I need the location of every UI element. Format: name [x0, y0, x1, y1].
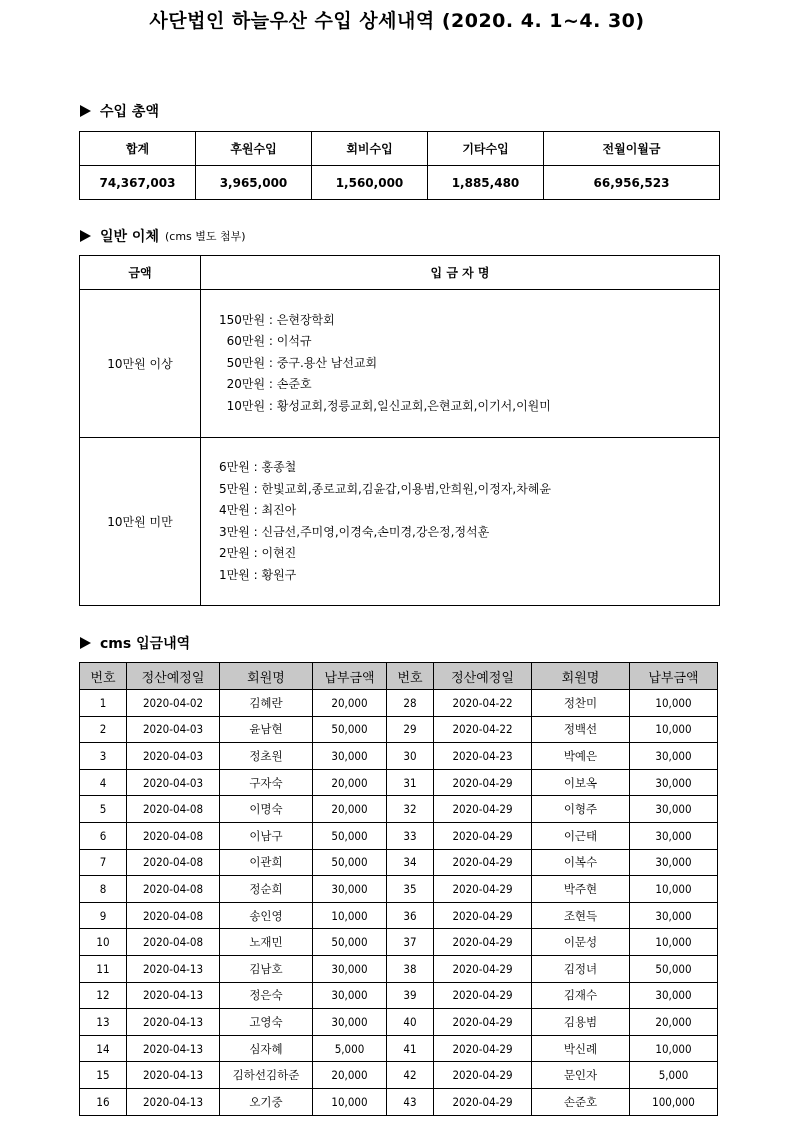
list-item: 4만원 : 최진아: [219, 503, 297, 517]
triangle-bullet-icon: [80, 105, 91, 117]
member-name: 조현득: [532, 902, 630, 929]
member-name: 이형주: [532, 796, 630, 823]
row-number: 42: [387, 1062, 434, 1089]
payment-amount: 10,000: [630, 1035, 718, 1062]
settlement-date: 2020-04-22: [434, 690, 532, 717]
payment-amount: 30,000: [313, 743, 387, 770]
table-row: [80, 929, 718, 956]
payment-amount: 30,000: [630, 849, 718, 876]
row-number: 6: [80, 822, 127, 849]
payment-amount: 30,000: [630, 769, 718, 796]
header-cell: 회원명: [532, 663, 630, 690]
settlement-date: 2020-04-13: [127, 982, 220, 1009]
row-number: 37: [387, 929, 434, 956]
member-name: 김재수: [532, 982, 630, 1009]
payment-amount: 10,000: [313, 902, 387, 929]
member-name: 이문성: [532, 929, 630, 956]
member-name: 고영숙: [220, 1009, 313, 1036]
member-name: 이보옥: [532, 769, 630, 796]
value-cell: 66,956,523: [544, 166, 720, 200]
settlement-date: 2020-04-29: [434, 955, 532, 982]
payment-amount: 30,000: [630, 822, 718, 849]
member-name: 구자숙: [220, 769, 313, 796]
payment-amount: 5,000: [313, 1035, 387, 1062]
member-name: 이근태: [532, 822, 630, 849]
list-item: 1만원 : 황원구: [219, 567, 297, 582]
row-number: 4: [80, 769, 127, 796]
member-name: 김정녀: [532, 955, 630, 982]
summary-header-row: [80, 132, 720, 166]
settlement-date: 2020-04-13: [127, 955, 220, 982]
settlement-date: 2020-04-08: [127, 876, 220, 903]
table-row: [80, 876, 718, 903]
member-name: 정순희: [220, 876, 313, 903]
header-cell: 납부금액: [630, 663, 718, 690]
section-note: (cms 별도 첨부): [164, 230, 246, 243]
section-title: 일반 이체: [100, 229, 159, 245]
payment-amount: 10,000: [313, 1088, 387, 1115]
payment-amount: 20,000: [313, 769, 387, 796]
row-number: 15: [80, 1062, 127, 1089]
list-item: 60만원 : 이석규: [219, 334, 312, 349]
list-item: 5만원 : 한빛교회,종로교회,김윤갑,이용범,안희원,이정자,차혜윤: [219, 481, 551, 496]
payment-amount: 30,000: [313, 1009, 387, 1036]
member-name: 김용범: [532, 1009, 630, 1036]
payment-amount: 10,000: [630, 929, 718, 956]
header-cell: 정산예정일: [127, 663, 220, 690]
table-row: [80, 743, 718, 770]
list-item: 2만원 : 이현진: [219, 546, 297, 560]
payment-amount: 50,000: [630, 955, 718, 982]
row-number: 9: [80, 902, 127, 929]
member-name: 이관희: [220, 849, 313, 876]
payment-amount: 30,000: [630, 982, 718, 1009]
member-name: 정초원: [220, 743, 313, 770]
section-heading-general: [80, 226, 246, 246]
table-row: [80, 716, 718, 743]
member-name: 문인자: [532, 1062, 630, 1089]
settlement-date: 2020-04-08: [127, 929, 220, 956]
payment-amount: 30,000: [313, 876, 387, 903]
table-row: [80, 849, 718, 876]
row-number: 10: [80, 929, 127, 956]
table-row: [80, 982, 718, 1009]
depositor-list: [201, 438, 720, 606]
row-number: 1: [80, 690, 127, 717]
row-number: 2: [80, 716, 127, 743]
header-cell: 금액: [80, 256, 201, 290]
member-name: 정백선: [532, 716, 630, 743]
settlement-date: 2020-04-29: [434, 902, 532, 929]
member-name: 손준호: [532, 1088, 630, 1115]
table-row: [80, 955, 718, 982]
row-number: 28: [387, 690, 434, 717]
settlement-date: 2020-04-03: [127, 769, 220, 796]
table-row: [80, 1062, 718, 1089]
cms-deposit-table: [79, 662, 718, 1116]
row-number: 36: [387, 902, 434, 929]
header-cell: 전월이월금: [544, 132, 720, 166]
member-name: 김하선김하준: [220, 1062, 313, 1089]
member-name: 이명숙: [220, 796, 313, 823]
member-name: 노재민: [220, 929, 313, 956]
row-number: 40: [387, 1009, 434, 1036]
payment-amount: 30,000: [313, 955, 387, 982]
row-number: 34: [387, 849, 434, 876]
list-item: 3만원 : 신금선,주미영,이경숙,손미경,강은정,정석훈: [219, 524, 490, 539]
row-number: 8: [80, 876, 127, 903]
payment-amount: 10,000: [630, 690, 718, 717]
header-cell: 정산예정일: [434, 663, 532, 690]
header-cell: 번호: [387, 663, 434, 690]
triangle-bullet-icon: [80, 637, 91, 649]
settlement-date: 2020-04-29: [434, 796, 532, 823]
member-name: 이복수: [532, 849, 630, 876]
payment-amount: 100,000: [630, 1088, 718, 1115]
settlement-date: 2020-04-29: [434, 1035, 532, 1062]
section-title: 수입 총액: [100, 104, 159, 120]
row-number: 35: [387, 876, 434, 903]
row-number: 30: [387, 743, 434, 770]
list-item: 50만원 : 중구.용산 남선교회: [219, 355, 378, 370]
depositor-list: [201, 290, 720, 438]
list-item: 20만원 : 손준호: [219, 377, 312, 392]
settlement-date: 2020-04-13: [127, 1009, 220, 1036]
settlement-date: 2020-04-13: [127, 1062, 220, 1089]
row-number: 38: [387, 955, 434, 982]
payment-amount: 50,000: [313, 822, 387, 849]
table-row: [80, 902, 718, 929]
row-number: 31: [387, 769, 434, 796]
header-cell: 회원명: [220, 663, 313, 690]
header-cell: 후원수입: [196, 132, 312, 166]
settlement-date: 2020-04-08: [127, 902, 220, 929]
settlement-date: 2020-04-03: [127, 743, 220, 770]
settlement-date: 2020-04-23: [434, 743, 532, 770]
payment-amount: 20,000: [313, 690, 387, 717]
member-name: 박신례: [532, 1035, 630, 1062]
settlement-date: 2020-04-08: [127, 849, 220, 876]
member-name: 이남구: [220, 822, 313, 849]
header-cell: 회비수입: [312, 132, 428, 166]
member-name: 정찬미: [532, 690, 630, 717]
settlement-date: 2020-04-08: [127, 822, 220, 849]
summary-table: [79, 131, 720, 200]
payment-amount: 30,000: [313, 982, 387, 1009]
payment-amount: 30,000: [630, 902, 718, 929]
row-number: 7: [80, 849, 127, 876]
settlement-date: 2020-04-29: [434, 876, 532, 903]
settlement-date: 2020-04-13: [127, 1088, 220, 1115]
row-number: 11: [80, 955, 127, 982]
row-number: 13: [80, 1009, 127, 1036]
row-number: 39: [387, 982, 434, 1009]
payment-amount: 20,000: [313, 1062, 387, 1089]
header-cell: 번호: [80, 663, 127, 690]
header-cell: 기타수입: [428, 132, 544, 166]
header-cell: 합계: [80, 132, 196, 166]
payment-amount: 30,000: [630, 743, 718, 770]
row-number: 3: [80, 743, 127, 770]
section-heading-total: [80, 101, 159, 121]
row-number: 16: [80, 1088, 127, 1115]
payment-amount: 10,000: [630, 876, 718, 903]
settlement-date: 2020-04-29: [434, 1088, 532, 1115]
amount-range-label: 10만원 이상: [80, 290, 201, 438]
settlement-date: 2020-04-29: [434, 769, 532, 796]
settlement-date: 2020-04-03: [127, 716, 220, 743]
settlement-date: 2020-04-22: [434, 716, 532, 743]
header-cell: 납부금액: [313, 663, 387, 690]
value-cell: 1,885,480: [428, 166, 544, 200]
list-item: 150만원 : 은현장학회: [219, 312, 335, 327]
settlement-date: 2020-04-29: [434, 849, 532, 876]
payment-amount: 50,000: [313, 929, 387, 956]
row-number: 14: [80, 1035, 127, 1062]
table-row: [80, 1035, 718, 1062]
table-row: [80, 690, 718, 717]
general-header-row: [80, 256, 720, 290]
table-row: [80, 1009, 718, 1036]
settlement-date: 2020-04-29: [434, 822, 532, 849]
settlement-date: 2020-04-29: [434, 982, 532, 1009]
table-row: [80, 822, 718, 849]
general-transfer-table: [79, 255, 720, 606]
value-cell: 3,965,000: [196, 166, 312, 200]
payment-amount: 30,000: [630, 796, 718, 823]
value-cell: 74,367,003: [80, 166, 196, 200]
payment-amount: 50,000: [313, 849, 387, 876]
payment-amount: 5,000: [630, 1062, 718, 1089]
value-cell: 1,560,000: [312, 166, 428, 200]
payment-amount: 20,000: [313, 796, 387, 823]
settlement-date: 2020-04-02: [127, 690, 220, 717]
payment-amount: 20,000: [630, 1009, 718, 1036]
section-title: cms 입금내역: [100, 636, 191, 652]
row-number: 32: [387, 796, 434, 823]
list-item: 10만원 : 황성교회,정릉교회,일신교회,은현교회,이기서,이원미: [219, 398, 551, 413]
settlement-date: 2020-04-29: [434, 1062, 532, 1089]
settlement-date: 2020-04-13: [127, 1035, 220, 1062]
row-number: 12: [80, 982, 127, 1009]
settlement-date: 2020-04-29: [434, 929, 532, 956]
member-name: 심자혜: [220, 1035, 313, 1062]
triangle-bullet-icon: [80, 230, 91, 242]
amount-range-label: 10만원 미만: [80, 438, 201, 606]
row-number: 5: [80, 796, 127, 823]
member-name: 정은숙: [220, 982, 313, 1009]
member-name: 송인영: [220, 902, 313, 929]
member-name: 김남호: [220, 955, 313, 982]
cms-header-row: [80, 663, 718, 690]
payment-amount: 50,000: [313, 716, 387, 743]
header-cell: 입 금 자 명: [201, 256, 720, 290]
table-row: [80, 1088, 718, 1115]
settlement-date: 2020-04-29: [434, 1009, 532, 1036]
page-title: 사단법인 하늘우산 수입 상세내역 (2020. 4. 1~4. 30): [149, 10, 645, 32]
row-number: 29: [387, 716, 434, 743]
section-heading-cms: [80, 633, 190, 653]
table-row: [80, 769, 718, 796]
member-name: 윤남현: [220, 716, 313, 743]
payment-amount: 10,000: [630, 716, 718, 743]
member-name: 박예은: [532, 743, 630, 770]
member-name: 김혜란: [220, 690, 313, 717]
member-name: 오기중: [220, 1088, 313, 1115]
general-row: [80, 438, 720, 606]
list-item: 6만원 : 홍종철: [219, 460, 297, 474]
row-number: 41: [387, 1035, 434, 1062]
row-number: 43: [387, 1088, 434, 1115]
summary-value-row: [80, 166, 720, 200]
general-row: [80, 290, 720, 438]
member-name: 박주현: [532, 876, 630, 903]
table-row: [80, 796, 718, 823]
row-number: 33: [387, 822, 434, 849]
settlement-date: 2020-04-08: [127, 796, 220, 823]
